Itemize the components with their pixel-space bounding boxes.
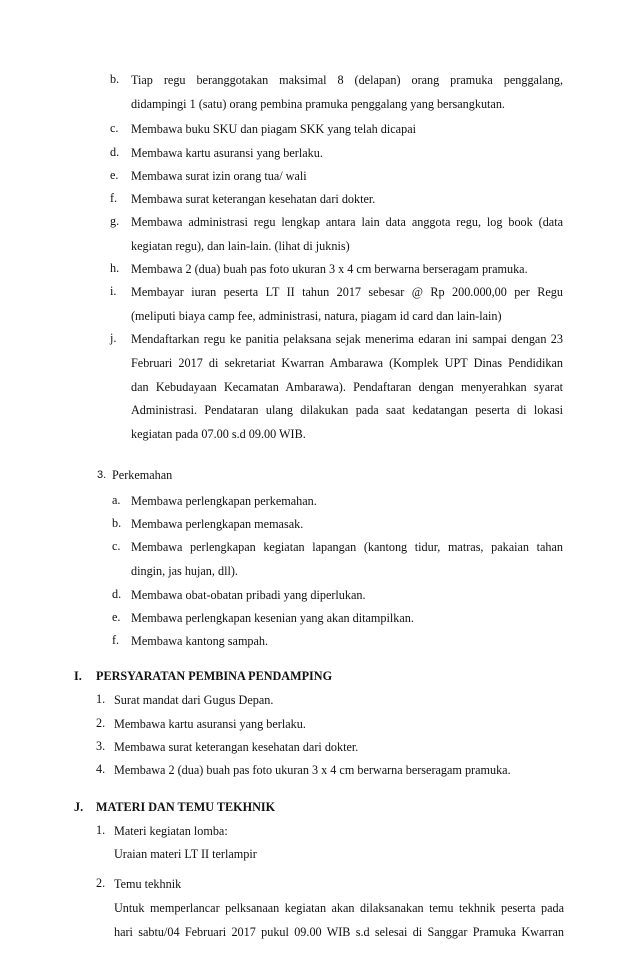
list-item-line: didampingi 1 (satu) orang pembina pramuka penggalang yang bersangkutan.	[131, 97, 505, 111]
list-marker: e.	[110, 168, 119, 182]
list-item-line: Membawa perlengkapan kesenian yang akan ditampilkan.	[131, 611, 414, 625]
list-item-line: Membawa kartu asuransi yang berlaku.	[114, 717, 306, 731]
list-item-line: Membawa surat izin orang tua/ wali	[131, 169, 307, 183]
list-marker: 2.	[96, 716, 106, 730]
list-item-title: Materi kegiatan lomba:	[114, 824, 228, 838]
list-item-line: Februari 2017 di sekretariat Kwarran Ambarawa (Komplek UPT Dinas Pendidikan	[131, 356, 563, 370]
list-item-line: Membawa kartu asuransi yang berlaku.	[131, 146, 323, 160]
list-marker: 2.	[96, 876, 106, 890]
list-item-line: (meliputi biaya camp fee, administrasi, natura, piagam id card dan lain-lain)	[131, 309, 502, 323]
list-item-line: kegiatan pada 07.00 s.d 09.00 WIB.	[131, 427, 306, 441]
list-item-line: Membayar iuran peserta LT II tahun 2017 sebesar @ Rp 200.000,00 per Regu	[131, 285, 563, 299]
section-letter: J.	[74, 800, 84, 814]
list-item-body: Uraian materi LT II terlampir	[114, 847, 257, 861]
list-marker: i.	[110, 284, 117, 298]
list-item-line: Membawa obat-obatan pribadi yang diperlukan.	[131, 588, 366, 602]
list-item-line: Membawa buku SKU dan piagam SKK yang telah dicapai	[131, 122, 416, 136]
list-item-line: Membawa perlengkapan perkemahan.	[131, 494, 317, 508]
list-marker: c.	[110, 121, 119, 135]
list-item-line: Untuk memperlancar pelksanaan kegiatan akan dilaksanakan temu tekhnik peserta pada	[114, 901, 564, 915]
list-marker: h.	[110, 261, 120, 275]
section-letter: I.	[74, 669, 82, 683]
list-item-line: Membawa surat keterangan kesehatan dari dokter.	[114, 740, 359, 754]
list-item-line: Tiap regu beranggotakan maksimal 8 (delapan) orang pramuka penggalang,	[131, 73, 563, 87]
list-marker: g.	[110, 214, 120, 228]
list-marker: b.	[112, 516, 122, 530]
list-item-line: dingin, jas hujan, dll).	[131, 564, 238, 578]
list-item-line: hari sabtu/04 Februari 2017 pukul 09.00 WIB s.d selesai di Sanggar Pramuka Kwarran	[114, 925, 564, 939]
list-item-line: Mendaftarkan regu ke panitia pelaksana sejak menerima edaran ini sampai dengan 23	[131, 332, 563, 346]
section-heading: MATERI DAN TEMU TEKHNIK	[96, 800, 276, 814]
list-marker: 1.	[96, 823, 106, 837]
list-marker: j.	[110, 331, 117, 345]
list-marker: 1.	[96, 692, 106, 706]
list-item-line: Membawa perlengkapan memasak.	[131, 517, 304, 531]
section-heading: PERSYARATAN PEMBINA PENDAMPING	[96, 669, 333, 683]
list-marker: f.	[112, 633, 120, 647]
list-item-line: Membawa 2 (dua) buah pas foto ukuran 3 x 4 cm berwarna berseragam pramuka.	[114, 763, 511, 777]
list-item-line: dan Kebudayaan Kecamatan Ambarawa). Pendaftaran dengan menyerahkan syarat	[131, 380, 563, 394]
list-item-line: Membawa surat keterangan kesehatan dari dokter.	[131, 192, 376, 206]
list-item-line: Membawa perlengkapan kegiatan lapangan (kantong tidur, matras, pakaian tahan	[131, 540, 563, 554]
list-item-line: Membawa administrasi regu lengkap antara lain data anggota regu, log book (data	[131, 215, 563, 229]
list-item-line: kegiatan regu), dan lain-lain. (lihat di juknis)	[131, 239, 350, 253]
list-item-title: Temu tekhnik	[114, 877, 182, 891]
list-marker: 4.	[96, 762, 106, 776]
list-marker: d.	[112, 587, 122, 601]
list-marker: a.	[112, 493, 121, 507]
perkemahan-title: Perkemahan	[112, 468, 173, 482]
perkemahan-number: 3.	[97, 469, 107, 481]
list-item-line: Membawa 2 (dua) buah pas foto ukuran 3 x 4 cm berwarna berseragam pramuka.	[131, 262, 528, 276]
list-marker: c.	[112, 539, 121, 553]
list-marker: e.	[112, 610, 121, 624]
list-item-line: Administrasi. Pendataran ulang dilakukan pada saat kedatangan peserta di lokasi	[131, 403, 563, 417]
list-marker: b.	[110, 72, 120, 86]
list-item-line: Membawa kantong sampah.	[131, 634, 269, 648]
list-marker: f.	[110, 191, 118, 205]
list-marker: 3.	[96, 739, 106, 753]
list-marker: d.	[110, 145, 120, 159]
list-item-line: Surat mandat dari Gugus Depan.	[114, 693, 274, 707]
